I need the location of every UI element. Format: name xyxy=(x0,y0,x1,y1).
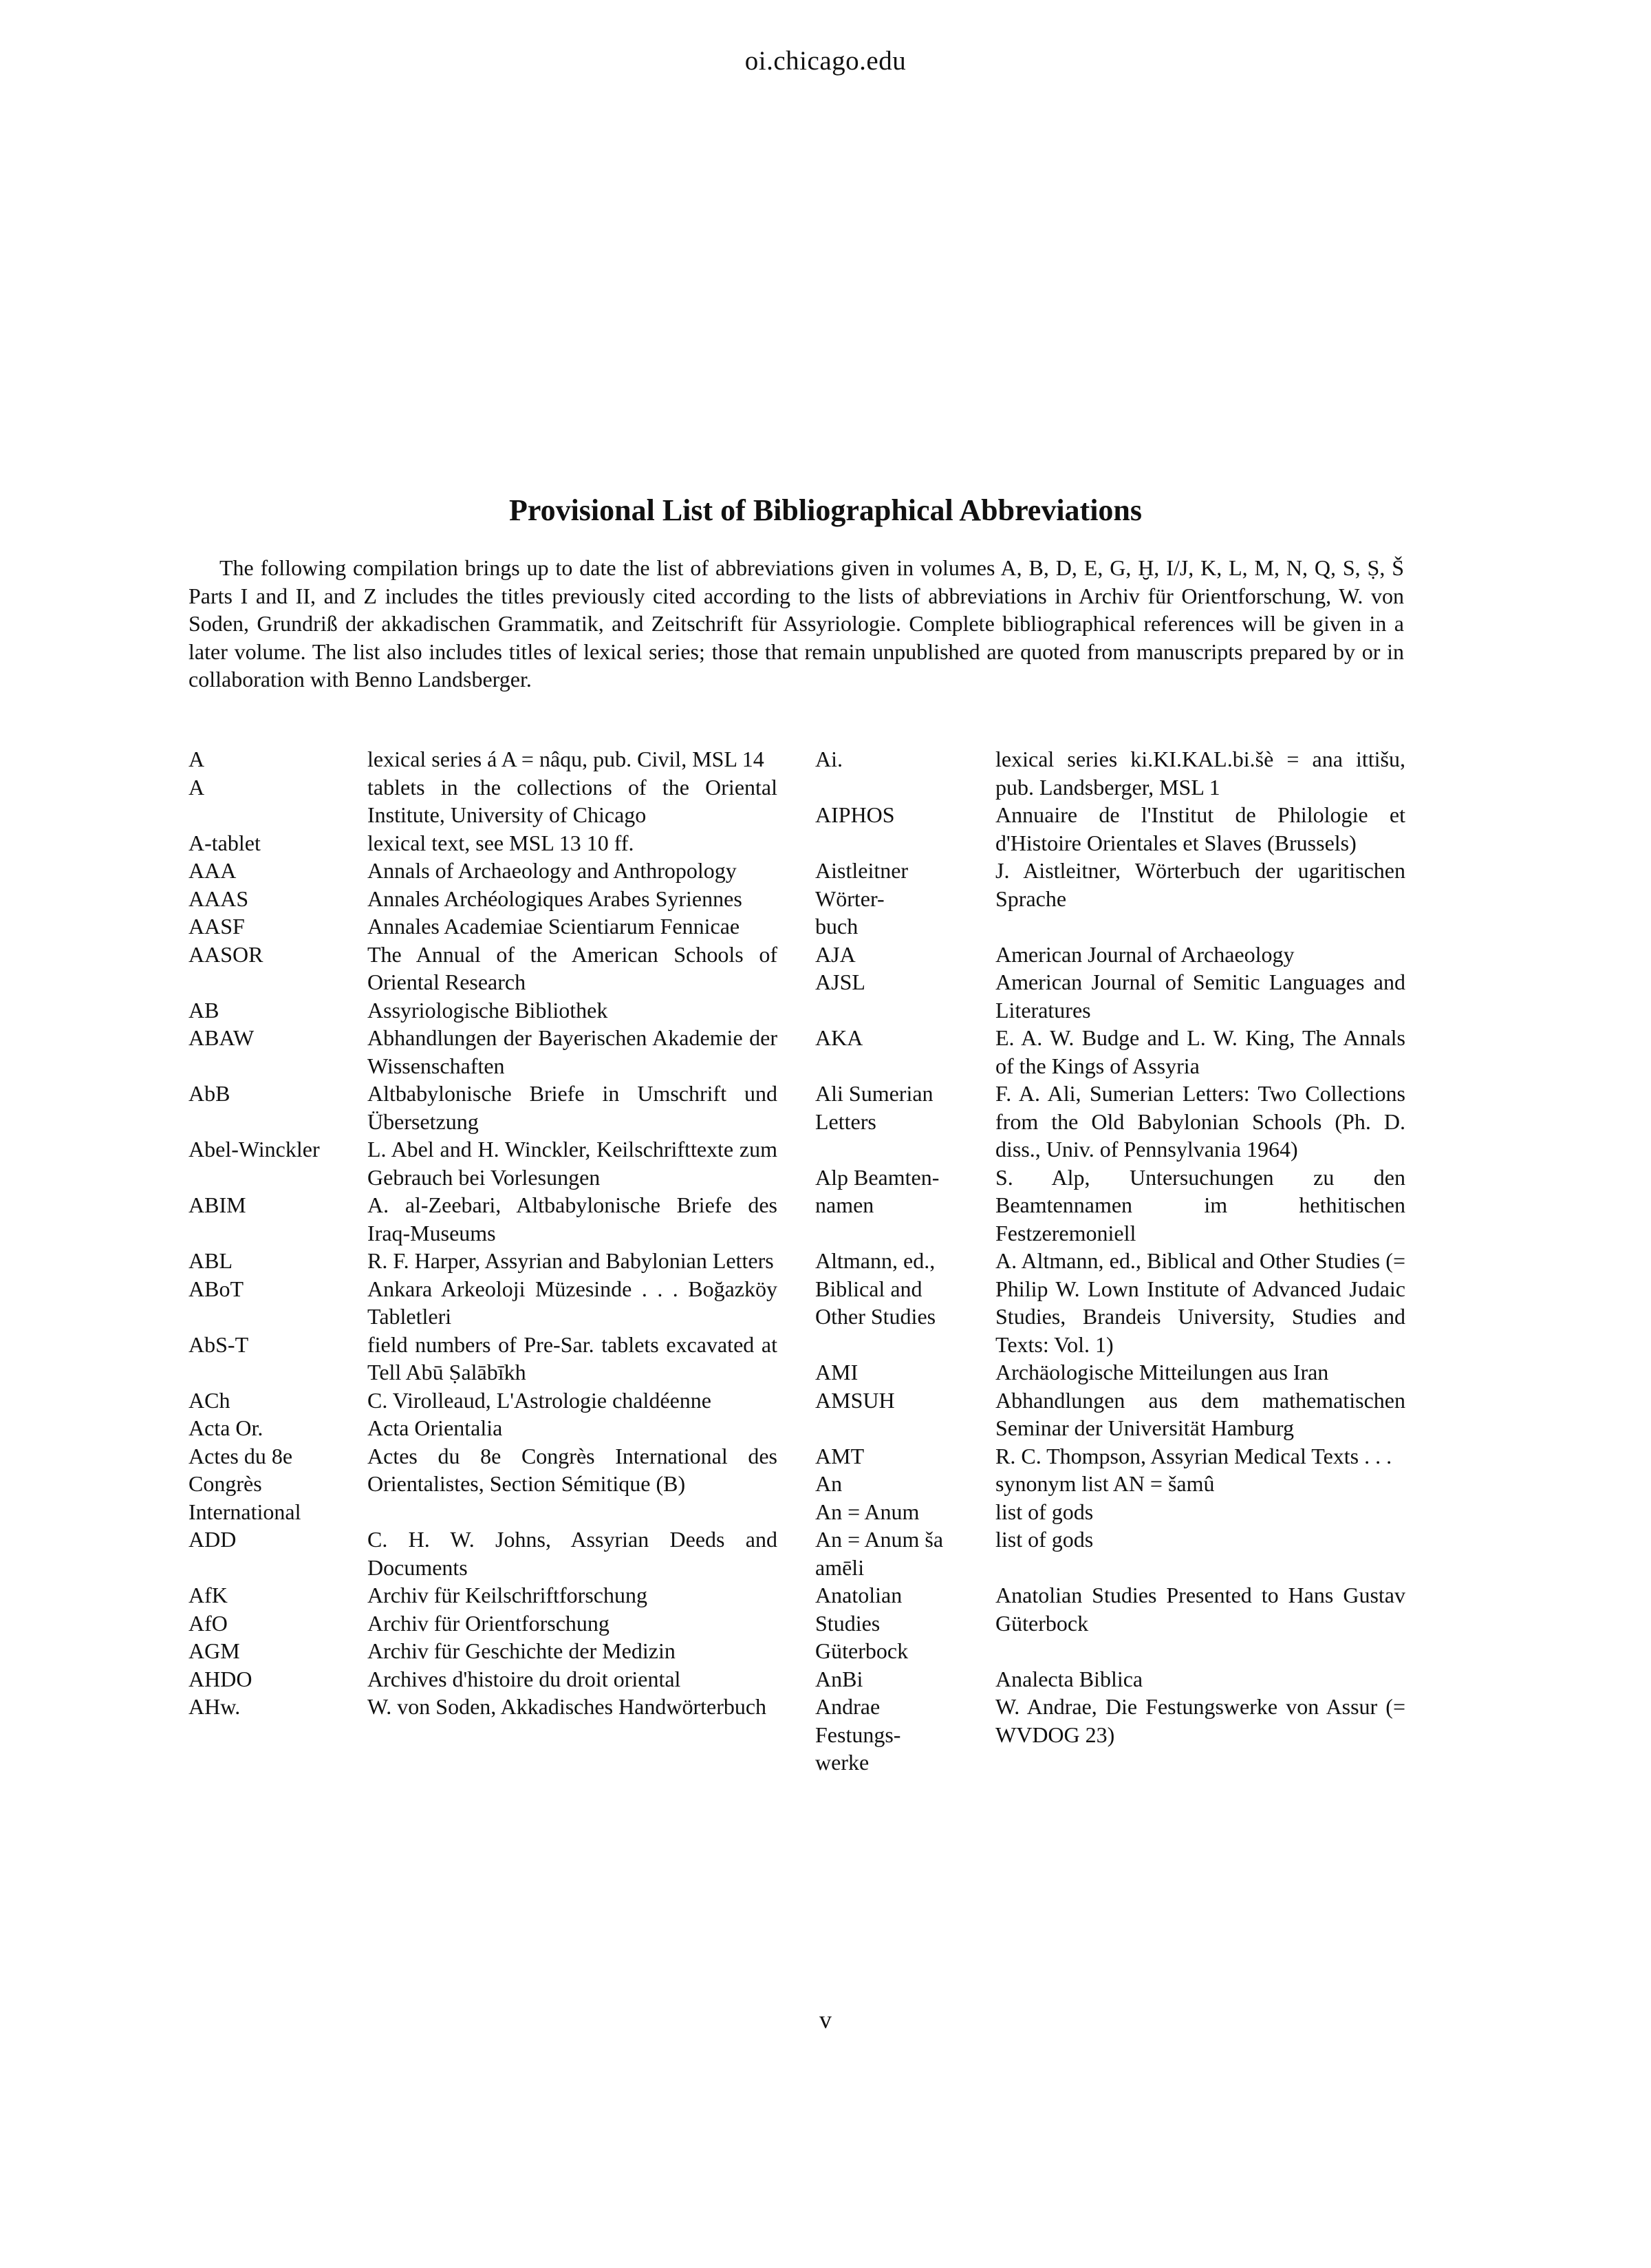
abbreviation-term: AGM xyxy=(188,1638,240,1663)
abbreviation-description: Annals of Archaeology and Anthropology xyxy=(367,858,737,883)
abbreviation-description: Anatolian Studies Presented to Hans Gustav Güterbock xyxy=(995,1583,1405,1636)
page-number: v xyxy=(819,2006,832,2033)
abbreviation-term: AbS-T xyxy=(188,1331,249,1357)
abbreviation-entry xyxy=(815,1247,1405,1358)
abbreviation-description: Altbabylonische Briefe in Umschrift und Übersetzung xyxy=(367,1081,777,1134)
abbreviation-description: tablets in the collections of the Oriental Institute, University of Chicago xyxy=(367,774,777,827)
abbreviation-entry xyxy=(815,1358,1405,1387)
abbreviation-term: AHDO xyxy=(188,1666,252,1691)
abbreviation-term: AbB xyxy=(188,1081,230,1106)
abbreviation-description: E. A. W. Budge and L. W. King, The Annals of the Kings of Assyria xyxy=(995,1025,1405,1078)
abbreviation-entry xyxy=(188,885,777,913)
abbreviation-term: A-tablet xyxy=(188,830,261,855)
abbreviation-entry xyxy=(188,745,777,773)
abbreviation-entry xyxy=(188,1637,777,1665)
abbreviation-entry xyxy=(188,1414,777,1442)
abbreviation-term: AHw. xyxy=(188,1694,241,1719)
abbreviation-term: AKA xyxy=(815,1025,863,1050)
abbreviation-description: American Journal of Archaeology xyxy=(995,941,1295,967)
abbreviation-entry xyxy=(815,745,1405,801)
abbreviation-description: R. F. Harper, Assyrian and Babylonian Letters xyxy=(367,1248,774,1273)
abbreviation-description: field numbers of Pre-Sar. tablets excavated at Tell Abū Ṣalābīkh xyxy=(367,1331,777,1384)
abbreviation-description: lexical series ki.KI.KAL.bi.šè = ana ittišu, pub. Landsberger, MSL 1 xyxy=(995,747,1405,800)
abbreviation-description: Acta Orientalia xyxy=(367,1415,503,1440)
abbreviation-entry xyxy=(188,1331,777,1387)
abbreviation-description: Archiv für Geschichte der Medizin xyxy=(367,1638,676,1663)
abbreviation-entry xyxy=(188,1609,777,1638)
header-url: oi.chicago.edu xyxy=(744,46,907,76)
abbreviation-entry xyxy=(188,912,777,941)
abbreviation-entry xyxy=(815,1498,1405,1526)
abbreviation-term: Acta Or. xyxy=(188,1415,263,1440)
abbreviation-entry xyxy=(188,773,777,829)
abbreviation-entry xyxy=(188,1442,777,1526)
abbreviation-description: lexical series á A = nâqu, pub. Civil, MSL 14 xyxy=(367,747,764,771)
abbreviation-entry xyxy=(815,1442,1405,1470)
abbreviation-entry xyxy=(188,1275,777,1331)
abbreviation-entry xyxy=(188,1135,777,1191)
abbreviation-description: Archiv für Orientforschung xyxy=(367,1610,609,1636)
abbreviation-entry xyxy=(188,829,777,857)
abbreviation-term: A xyxy=(188,747,205,771)
abbreviation-term: Actes du 8e Congrès International xyxy=(188,1443,301,1524)
abbreviation-entry xyxy=(815,1080,1405,1164)
abbreviation-description: Analecta Biblica xyxy=(995,1666,1143,1691)
abbreviation-entry xyxy=(188,1526,777,1581)
abbreviation-description: Abhandlungen der Bayerischen Akademie der Wissenschaften xyxy=(367,1025,777,1078)
abbreviation-description: synonym list AN = šamû xyxy=(995,1471,1215,1496)
abbreviation-description: Archives d'histoire du droit oriental xyxy=(367,1666,681,1691)
abbreviation-entry xyxy=(815,1526,1405,1581)
abbreviation-term: ABAW xyxy=(188,1025,255,1050)
abbreviation-term: ABIM xyxy=(188,1192,246,1217)
abbreviation-term: AIPHOS xyxy=(815,802,895,827)
abbreviation-entry xyxy=(815,1470,1405,1498)
abbreviation-description: C. H. W. Johns, Assyrian Deeds and Documents xyxy=(367,1527,777,1580)
abbreviation-description: The Annual of the American Schools of Oriental Research xyxy=(367,941,777,994)
abbreviation-entry xyxy=(815,857,1405,941)
abbreviation-entry xyxy=(815,1665,1405,1693)
abbreviation-description: Annuaire de l'Institut de Philologie et d'Histoire Orientales et Slaves (Brussels) xyxy=(995,802,1405,855)
abbreviation-description: Annales Academiae Scientiarum Fennicae xyxy=(367,914,740,939)
abbreviation-term: AAAS xyxy=(188,886,249,911)
abbreviation-term: AB xyxy=(188,997,219,1023)
abbreviation-entry xyxy=(188,1191,777,1247)
abbreviation-description: F. A. Ali, Sumerian Letters: Two Collections from the Old Babylonian Schools (Ph. D. diss., Univ. of Pennsylvania 1964) xyxy=(995,1081,1405,1162)
abbreviation-description: A. al-Zeebari, Altbabylonische Briefe des Iraq-Museums xyxy=(367,1192,777,1245)
abbreviation-description: Archäologische Mitteilungen aus Iran xyxy=(995,1360,1329,1384)
abbreviation-description: W. Andrae, Die Festungswerke von Assur (= WVDOG 23) xyxy=(995,1694,1405,1747)
abbreviation-term: An = Anum ša amēli xyxy=(815,1527,944,1580)
abbreviation-term: ADD xyxy=(188,1527,237,1552)
abbreviation-entry xyxy=(188,1024,777,1080)
intro-paragraph: The following compilation brings up to date the list of abbreviations given in volumes A, B, D, E, G, Ḫ, I/J, K, L, M, N, Q, S, Ṣ, Š Parts I and II, and Z includes the titles previously cited according to the lists of abbreviations in Archiv für Orientforschung, W. von Soden, Grundriß der akkadischen Grammatik, and Zeitschrift für Assyriologie. Complete bibliographical references will be given in a later volume. The list also includes titles of lexical series; those that remain unpublished are quoted from manuscripts prepared by or in collaboration with Benno Landsberger. xyxy=(188,555,1404,692)
abbreviation-description: Abhandlungen aus dem mathematischen Seminar der Universität Hamburg xyxy=(995,1387,1405,1440)
abbreviation-description: A. Altmann, ed., Biblical and Other Studies (= Philip W. Lown Institute of Advanced Judaic Studies, Brandeis University, Studies and Texts: Vol. 1) xyxy=(995,1248,1405,1357)
abbreviation-term: AJSL xyxy=(815,970,865,994)
abbreviation-description: Ankara Arkeoloji Müzesinde . . . Boğazköy Tabletleri xyxy=(367,1276,777,1329)
abbreviation-entry xyxy=(188,857,777,885)
abbreviation-term: Alp Beamten- namen xyxy=(815,1164,940,1217)
abbreviation-entry xyxy=(188,1665,777,1693)
abbreviation-term: Ali Sumerian Letters xyxy=(815,1081,934,1134)
abbreviation-term: ABL xyxy=(188,1248,233,1273)
abbreviation-term: ACh xyxy=(188,1387,230,1413)
abbreviation-term: AJA xyxy=(815,941,856,967)
abbreviation-term: AMT xyxy=(815,1443,865,1468)
abbreviation-description: Actes du 8e Congrès International des Orientalistes, Section Sémitique (B) xyxy=(367,1443,777,1496)
abbreviation-entry xyxy=(188,1247,777,1275)
abbreviation-entry xyxy=(188,996,777,1025)
abbreviation-entry xyxy=(815,1581,1405,1665)
abbreviation-description: S. Alp, Untersuchungen zu den Beamtennamen im hethitischen Festzeremoniell xyxy=(995,1164,1405,1245)
abbreviation-description: Annales Archéologiques Arabes Syriennes xyxy=(367,886,742,911)
abbreviation-description: American Journal of Semitic Languages and Literatures xyxy=(995,970,1405,1023)
abbreviation-description: W. von Soden, Akkadisches Handwörterbuch xyxy=(367,1694,767,1719)
page-title: Provisional List of Bibliographical Abbreviations xyxy=(508,493,1143,527)
abbreviation-term: Aistleitner Wörter- buch xyxy=(815,858,909,939)
abbreviation-term: AnBi xyxy=(815,1666,863,1691)
abbreviation-term: An = Anum xyxy=(815,1499,920,1524)
right-column xyxy=(815,745,1405,1777)
abbreviation-description: Archiv für Keilschriftforschung xyxy=(367,1583,647,1607)
abbreviation-description: list of gods xyxy=(995,1527,1094,1552)
abbreviation-term: AfK xyxy=(188,1583,228,1607)
abbreviation-entry xyxy=(188,1581,777,1609)
abbreviation-entry xyxy=(815,941,1405,969)
abbreviation-entry xyxy=(815,1387,1405,1442)
abbreviation-term: AASOR xyxy=(188,941,263,967)
abbreviation-description: Assyriologische Bibliothek xyxy=(367,997,608,1023)
abbreviation-entry xyxy=(815,801,1405,857)
abbreviation-term: Abel-Winckler xyxy=(188,1137,320,1162)
left-column xyxy=(188,745,777,1721)
abbreviation-entry xyxy=(188,941,777,996)
abbreviation-term: An xyxy=(815,1471,843,1496)
abbreviation-entry xyxy=(188,1693,777,1721)
abbreviation-description: lexical text, see MSL 13 10 ff. xyxy=(367,830,634,855)
abbreviation-entry xyxy=(815,968,1405,1024)
abbreviation-term: Andrae Festungs- werke xyxy=(815,1694,901,1775)
abbreviation-entry xyxy=(815,1024,1405,1080)
abbreviation-description: C. Virolleaud, L'Astrologie chaldéenne xyxy=(367,1387,711,1413)
abbreviation-description: L. Abel and H. Winckler, Keilschrifttexte zum Gebrauch bei Vorlesungen xyxy=(367,1137,777,1190)
abbreviation-term: AfO xyxy=(188,1610,228,1636)
abbreviation-term: AASF xyxy=(188,914,245,939)
abbreviation-description: J. Aistleitner, Wörterbuch der ugaritischen Sprache xyxy=(995,858,1405,911)
abbreviation-term: Altmann, ed., Biblical and Other Studies xyxy=(815,1248,936,1329)
abbreviation-term: Anatolian Studies Güterbock xyxy=(815,1583,909,1663)
abbreviation-entry xyxy=(188,1080,777,1135)
abbreviation-term: ABoT xyxy=(188,1276,244,1301)
abbreviation-entry xyxy=(815,1164,1405,1248)
abbreviation-entry xyxy=(815,1693,1405,1777)
abbreviation-description: list of gods xyxy=(995,1499,1094,1524)
abbreviation-description: R. C. Thompson, Assyrian Medical Texts . . . xyxy=(995,1443,1392,1468)
abbreviation-entry xyxy=(188,1387,777,1415)
abbreviation-term: AMSUH xyxy=(815,1387,895,1413)
abbreviation-term: Ai. xyxy=(815,747,843,771)
abbreviation-term: AAA xyxy=(188,858,237,883)
abbreviation-term: A xyxy=(188,774,205,800)
abbreviation-term: AMI xyxy=(815,1360,859,1384)
